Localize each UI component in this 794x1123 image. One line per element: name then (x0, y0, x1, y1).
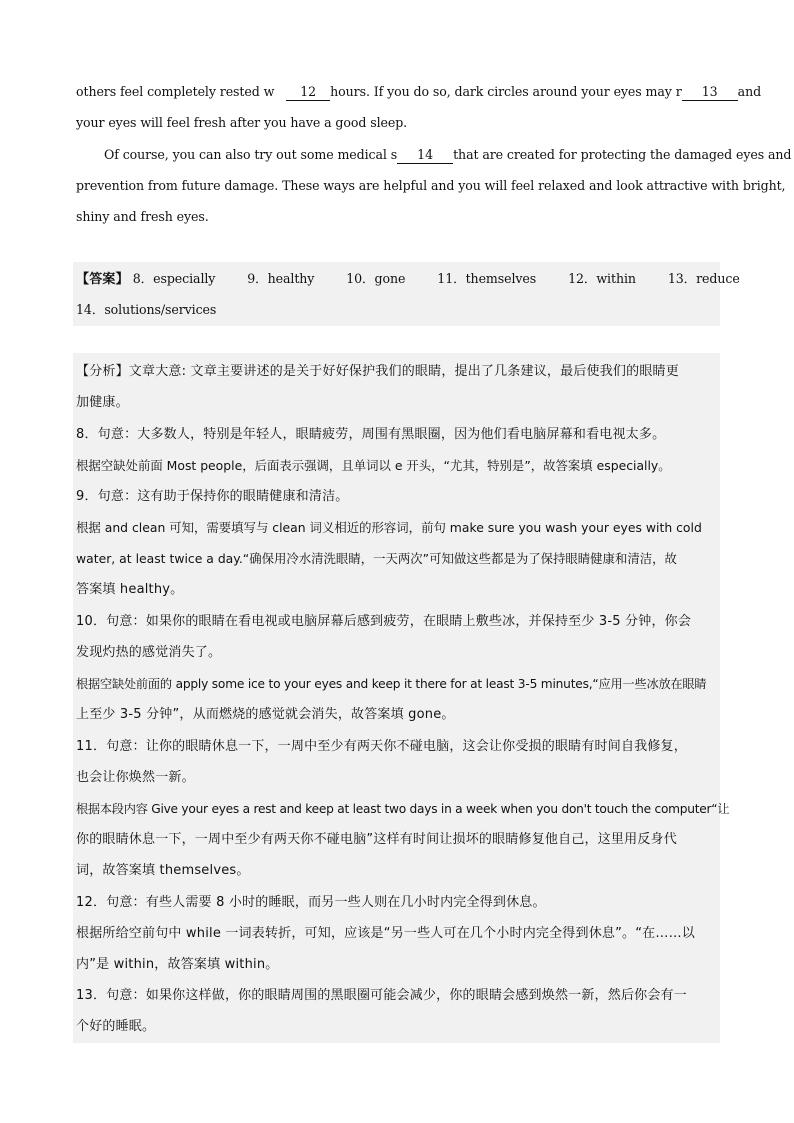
answer-item: 8．especially (132, 271, 216, 286)
analysis-line: 12．句意：有些人需要 8 小时的睡眠，而另一些人则在几小时内完全得到休息。 (76, 895, 546, 910)
analysis-line: 上至少 3-5 分钟”，从而燃烧的感觉就会消失，故答案填 gone。 (76, 707, 455, 722)
passage-text: others feel completely rested w (76, 84, 275, 99)
blank-14: 14 (397, 147, 453, 164)
passage-line-1 (76, 82, 762, 102)
blank-12: 12 (286, 84, 330, 101)
answer-item: 9．healthy (247, 271, 315, 286)
answer-line-2: 14．solutions/services (76, 302, 217, 317)
analysis-line: 根据空缺处前面 Most people，后面表示强调，且单词以 e 开头，“尤其，特别是”，故答案填 especially。 (76, 458, 671, 473)
passage-text: that are created for protecting the damaged eyes and (453, 147, 792, 162)
analysis-line: 加健康。 (76, 395, 129, 410)
analysis-line: 13．句意：如果你这样做，你的眼睛周围的黑眼圈可能会减少，你的眼睛会感到焕然一新，然后你会有一 (76, 988, 687, 1003)
analysis-line: water, at least twice a day.“确保用冷水清洗眼睛，一天两次”可知做这些都是为了保持眼睛健康和清洁，故 (76, 551, 677, 566)
passage-text: and (737, 84, 762, 99)
analysis-line: 根据本段内容 Give your eyes a rest and keep at least two days in a week when you don't touch the computer“让 (76, 802, 730, 816)
analysis-line: 9．句意：这有助于保持你的眼睛健康和清洁。 (76, 489, 349, 504)
passage-line-3 (104, 145, 792, 165)
answer-item: 10．gone (346, 271, 406, 286)
passage-line-5: shiny and fresh eyes. (76, 209, 209, 224)
analysis-line: 根据 and clean 可知，需要填写与 clean 词义相近的形容词，前句 make sure you wash your eyes with cold (76, 520, 702, 535)
passage-text: hours. If you do so, dark circles around your eyes may r (330, 84, 682, 99)
analysis-line: 也会让你焕然一新。 (76, 770, 195, 785)
answer-item: 11．themselves (437, 271, 537, 286)
answer-item: 12．within (568, 271, 636, 286)
analysis-line: 答案填 healthy。 (76, 582, 184, 597)
analysis-line: 10．句意：如果你的眼睛在看电视或电脑屏幕后感到疲劳，在眼睛上敷些冰，并保持至少 3-5 分钟，你会 (76, 614, 692, 629)
answer-item: 13．reduce (667, 271, 740, 286)
analysis-line: 词，故答案填 themselves。 (76, 863, 250, 878)
passage-line-2: your eyes will feel fresh after you have a good sleep. (76, 115, 408, 130)
analysis-line: 根据所给空前句中 while 一词表转折，可知，应该是“另一些人可在几个小时内完全得到休息”。“在……以 (76, 926, 695, 941)
analysis-line: 8．句意：大多数人，特别是年轻人，眼睛疲劳，周围有黑眼圈，因为他们看电脑屏幕和看电视太多。 (76, 427, 666, 442)
analysis-line: 根据空缺处前面的 apply some ice to your eyes and keep it there for at least 3-5 minutes,“应用一些冰放在眼睛 (76, 677, 707, 691)
analysis-line: 11．句意：让你的眼睛休息一下，一周中至少有两天你不碰电脑，这会让你受损的眼睛有时间自我修复， (76, 739, 687, 754)
analysis-line: 内”是 within，故答案填 within。 (76, 957, 279, 972)
blank-13: 13 (682, 84, 738, 101)
analysis-line: 【分析】文章大意: 文章主要讲述的是关于好好保护我们的眼睛，提出了几条建议，最后使我们的眼睛更 (76, 364, 679, 379)
analysis-line: 你的眼睛休息一下，一周中至少有两天你不碰电脑”这样有时间让损坏的眼睛修复他自己，这里用反身代 (76, 832, 677, 847)
answer-line (76, 269, 740, 290)
answer-label: 【答案】 (76, 272, 129, 287)
analysis-line: 个好的睡眠。 (76, 1019, 156, 1034)
passage-line-4: prevention from future damage. These ways are helpful and you will feel relaxed and look attractive with bright, (76, 178, 786, 193)
passage-text: Of course, you can also try out some medical s (104, 147, 398, 162)
analysis-line: 发现灼热的感觉消失了。 (76, 645, 222, 660)
